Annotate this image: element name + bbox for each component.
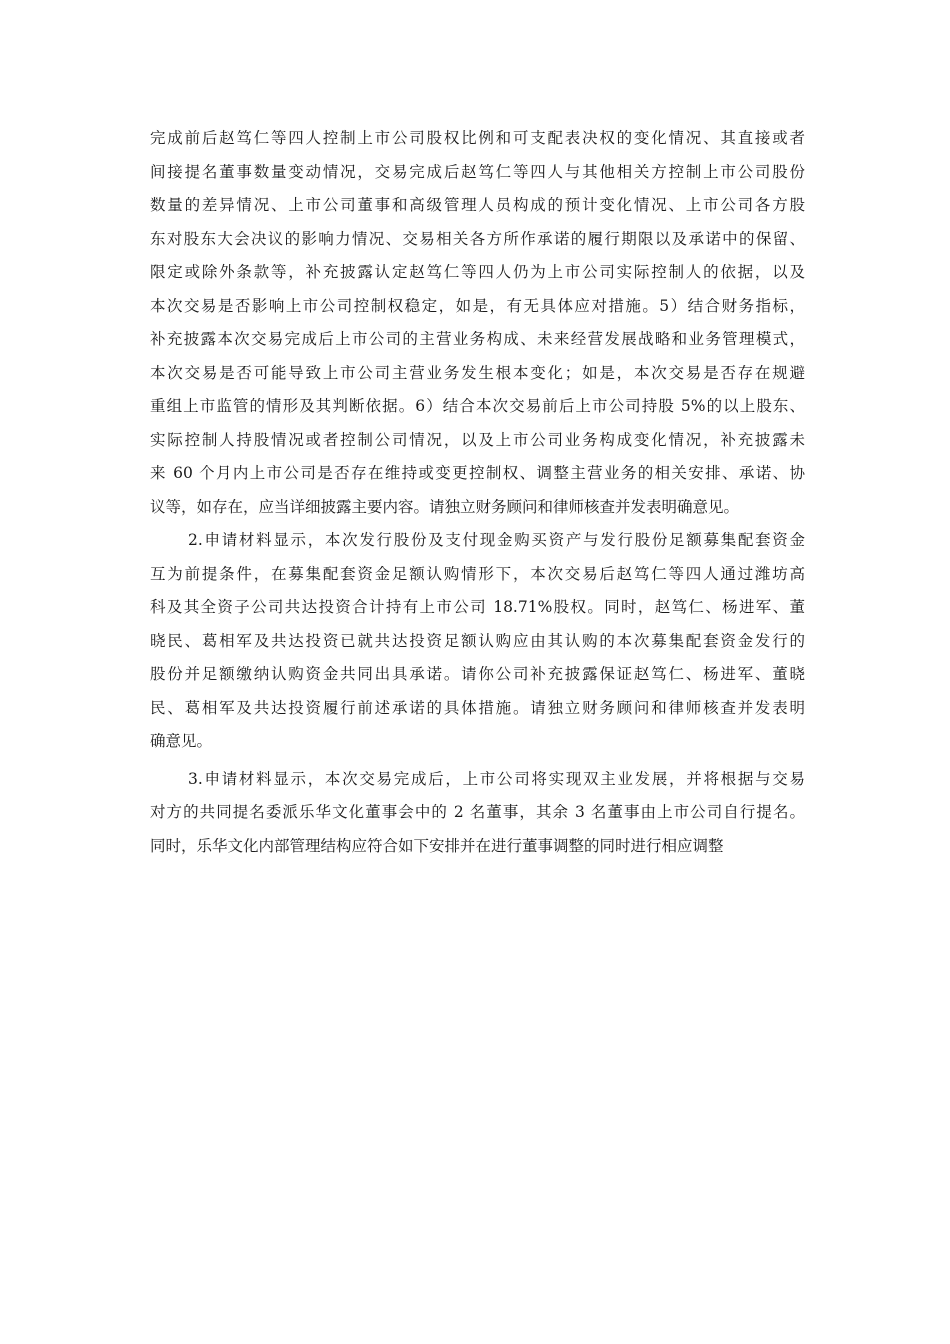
text-line: 数量的差异情况、上市公司董事和高级管理人员构成的预计变化情况、上市公司各方股 [150,196,805,214]
text-line: 同时，乐华文化内部管理结构应符合如下安排并在进行董事调整的同时进行相应调整 [150,836,724,855]
text-line: 确意见。 [150,732,213,750]
text-line: 本次交易是否可能导致上市公司主营业务发生根本变化；如是，本次交易是否存在规避 [150,363,805,382]
paragraph-continued [150,122,805,524]
paragraph-item-2 [150,524,805,759]
text-line: 来 60 个月内上市公司是否存在维持或变更控制权、调整主营业务的相关安排、承诺、协 [150,464,805,482]
text-line: 完成前后赵笃仁等四人控制上市公司股权比例和可支配表决权的变化情况、其直接或者 [150,129,805,147]
text-line: 2.申请材料显示，本次发行股份及支付现金购买资产与发行股份足额募集配套资金 [188,531,805,549]
text-line: 议等，如存在，应当详细披露主要内容。请独立财务顾问和律师核查并发表明确意见。 [150,497,740,516]
text-line: 东对股东大会决议的影响力情况、交易相关各方所作承诺的履行期限以及承诺中的保留、 [150,229,805,248]
text-line: 间接提名董事数量变动情况，交易完成后赵笃仁等四人与其他相关方控制上市公司股份 [150,162,805,181]
text-line: 补充披露本次交易完成后上市公司的主营业务构成、未来经营发展战略和业务管理模式， [150,330,805,348]
text-line: 科及其全资子公司共达投资合计持有上市公司 18.71%股权。同时，赵笃仁、杨进军、董 [150,598,805,616]
paragraph-item-3 [150,763,805,864]
text-line: 实际控制人持股情况或者控制公司情况，以及上市公司业务构成变化情况，补充披露未 [150,430,805,449]
text-line: 限定或除外条款等，补充披露认定赵笃仁等四人仍为上市公司实际控制人的依据，以及 [150,263,805,281]
text-line: 本次交易是否影响上市公司控制权稳定，如是，有无具体应对措施。5）结合财务指标， [150,296,805,315]
text-line: 民、葛相军及共达投资履行前述承诺的具体措施。请独立财务顾问和律师核查并发表明 [150,698,805,717]
text-line: 重组上市监管的情形及其判断依据。6）结合本次交易前后上市公司持股 5%的以上股东、 [150,397,805,415]
text-line: 3.申请材料显示，本次交易完成后，上市公司将实现双主业发展，并将根据与交易 [188,769,805,788]
text-line: 互为前提条件，在募集配套资金足额认购情形下，本次交易后赵笃仁等四人通过潍坊高 [150,564,805,583]
text-line: 晓民、葛相军及共达投资已就共达投资足额认购应由其认购的本次募集配套资金发行的 [150,631,805,650]
text-line: 股份并足额缴纳认购资金共同出具承诺。请你公司补充披露保证赵笃仁、杨进军、董晓 [150,665,805,683]
text-line: 对方的共同提名委派乐华文化董事会中的 2 名董事，其余 3 名董事由上市公司自行提名。 [150,803,805,821]
body-text [150,122,805,863]
